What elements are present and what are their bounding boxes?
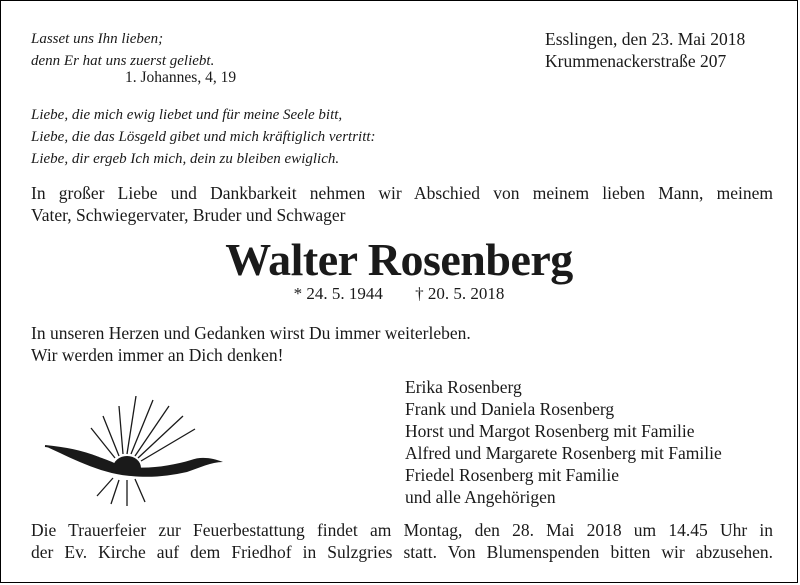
- memorial-line-1: In unseren Herzen und Gedanken wirst Du immer weiterleben.: [31, 323, 471, 343]
- sunset-bird-icon: [41, 396, 231, 506]
- date-line: Esslingen, den 23. Mai 2018: [545, 29, 746, 49]
- mourner-4: Alfred und Margarete Rosenberg mit Familie: [405, 443, 722, 463]
- life-dates: [1, 284, 797, 304]
- memorial-text: [31, 322, 471, 366]
- mourner-1: Erika Rosenberg: [405, 377, 522, 397]
- mourners-list: [405, 376, 722, 508]
- verse-hymn-line-2: Liebe, die das Lösgeld gibet und mich kräftiglich vertritt:: [31, 129, 376, 145]
- intro-text: [31, 182, 773, 226]
- verse-top: [31, 28, 214, 72]
- verse-top-line-2: denn Er hat uns zuerst geliebt.: [31, 53, 215, 69]
- deceased-name: Walter Rosenberg: [225, 234, 573, 285]
- address-line: Krummenackerstraße 207: [545, 51, 727, 71]
- verse-hymn-line-1: Liebe, die mich ewig liebet und für meine Seele bitt,: [31, 107, 343, 123]
- funeral-line-1: Die Trauerfeier zur Feuerbestattung findet am Montag, den 28. Mai 2018 um 14.45 Uhr in: [31, 520, 773, 540]
- death-date: † 20. 5. 2018: [415, 284, 505, 303]
- mourner-2: Frank und Daniela Rosenberg: [405, 399, 615, 419]
- funeral-line-2: der Ev. Kirche auf dem Friedhof in Sulzgries statt. Von Blumenspenden bitten wir abzusehen.: [31, 542, 773, 562]
- place-date: [545, 28, 745, 72]
- mourner-5: Friedel Rosenberg mit Familie: [405, 465, 620, 485]
- birth-date: * 24. 5. 1944: [293, 284, 383, 303]
- intro-line-1: In großer Liebe und Dankbarkeit nehmen wir Abschied von meinem lieben Mann, meinem: [31, 183, 773, 203]
- verse-hymn: [31, 104, 376, 170]
- verse-hymn-line-3: Liebe, dir ergeb Ich mich, dein zu bleiben ewiglich.: [31, 151, 340, 167]
- funeral-notice: [31, 519, 773, 563]
- memorial-line-2: Wir werden immer an Dich denken!: [31, 345, 284, 365]
- verse-top-line-1: Lasset uns Ihn lieben;: [31, 31, 164, 47]
- mourner-3: Horst und Margot Rosenberg mit Familie: [405, 421, 695, 441]
- intro-line-2: Vater, Schwiegervater, Bruder und Schwager: [31, 205, 346, 225]
- mourner-6: und alle Angehörigen: [405, 487, 556, 507]
- verse-reference: 1. Johannes, 4, 19: [125, 69, 237, 86]
